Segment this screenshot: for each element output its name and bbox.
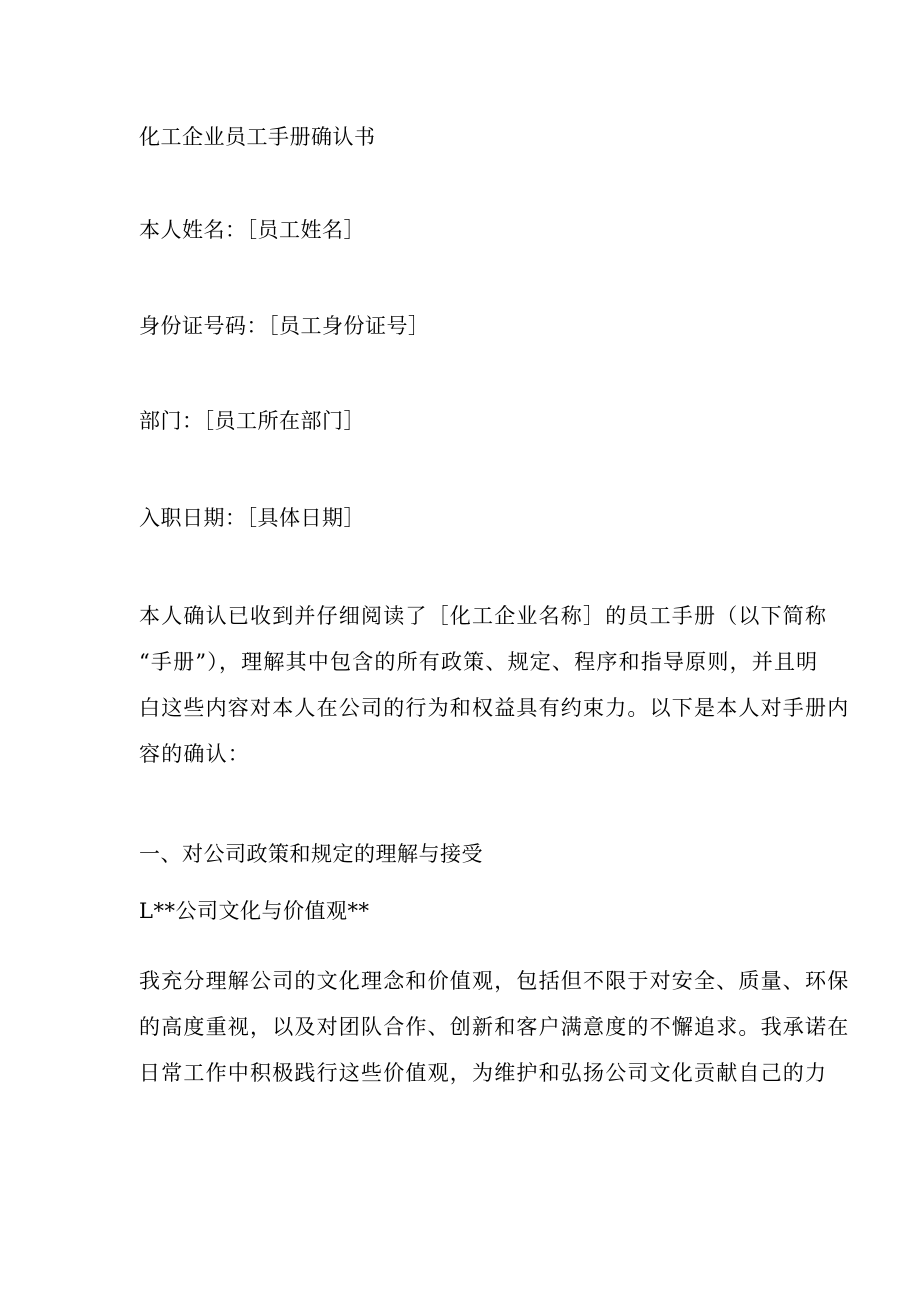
field-hire-date: 入职日期：［具体日期］ xyxy=(139,506,365,530)
body-paragraph xyxy=(139,958,850,1096)
intro-line: “手册”），理解其中包含的所有政策、规定、程序和指导原则，并且明 xyxy=(139,650,819,674)
field-employee-name: 本人姓名：［员工姓名］ xyxy=(139,218,365,242)
field-department: 部门：［员工所在部门］ xyxy=(139,409,365,433)
subsection-heading: L**公司文化与价值观** xyxy=(139,899,370,923)
body-line: 日常工作中积极践行这些价值观，为维护和弘扬公司文化贡献自己的力 xyxy=(139,1061,828,1085)
document-title: 化工企业员工手册确认书 xyxy=(139,125,376,149)
intro-paragraph xyxy=(139,593,850,777)
body-line: 我充分理解公司的文化理念和价值观，包括但不限于对安全、质量、环保 xyxy=(139,969,850,993)
intro-line: 本人确认已收到并仔细阅读了［化工企业名称］的员工手册（以下简称 xyxy=(139,604,828,628)
body-line: 的高度重视，以及对团队合作、创新和客户满意度的不懈追求。我承诺在 xyxy=(139,1015,850,1039)
intro-line: 白这些内容对本人在公司的行为和权益具有约束力。以下是本人对手册内 xyxy=(139,696,850,720)
intro-line: 容的确认： xyxy=(139,742,250,766)
section-heading: 一、对公司政策和规定的理解与接受 xyxy=(139,842,483,866)
field-id-number: 身份证号码：［员工身份证号］ xyxy=(139,314,430,338)
